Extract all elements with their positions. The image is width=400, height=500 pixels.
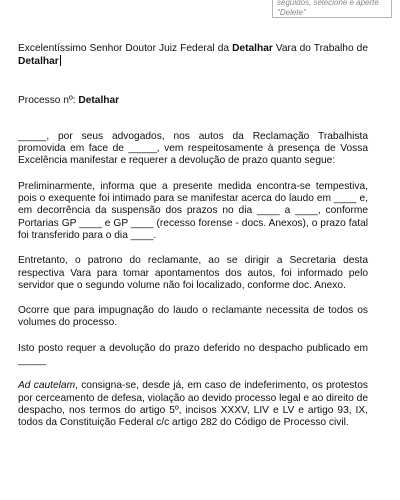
address-prefix: Excelentíssimo Senhor Doutor Juiz Federal da [18, 43, 233, 54]
address-field-vara[interactable]: Detalhar [232, 43, 273, 54]
process-number-paragraph [18, 95, 368, 107]
instruction-note-line1: seguidos, selecione e aperte [277, 0, 379, 7]
ad-cautelam-rest: , consigna-se, desde já, em caso de indeferimento, os protestos por cerceamento de defesa, violação ao devido processo legal e ao direito de despacho, nos termos do artigo 5º, incisos XXXV, LIV e LV e artigo 93, IX, todos da Constituição Federal c/c artigo 282 do Código de Processo civil. [18, 380, 368, 429]
entretanto-paragraph: Entretanto, o patrono do reclamante, ao se dirigir a Secretaria desta respectiva Vara para tomar apontamentos dos autos, foi informado pelo servidor que o segundo volume não foi localizado, conforme doc. Anexo. [18, 255, 368, 291]
text-cursor [60, 55, 61, 66]
instruction-note-line2: "Delete" [277, 8, 306, 17]
process-field[interactable]: Detalhar [78, 94, 120, 106]
address-mid: Vara do Trabalho de [272, 43, 368, 54]
instruction-note [272, 0, 392, 18]
petition-body[interactable] [18, 43, 368, 443]
ad-cautelam-italic: Ad cautelam [18, 380, 76, 392]
tempestividade-paragraph: Preliminarmente, informa que a presente medida encontra-se tempestiva, pois o exequente foi intimado para se manifestar acerca do laudo em ____ e, em decorrência da suspensão dos prazos no dia ____ a ____, conforme Portarias GP ____ e GP ____ (recesso forense - docs. Anexos), o prazo fatal foi transferido para o dia ____. [18, 180, 368, 241]
ad-cautelam-paragraph [18, 380, 368, 429]
address-paragraph [18, 43, 368, 69]
address-field-trabalho[interactable]: Detalhar [18, 56, 59, 68]
process-label: Processo nº: [18, 94, 79, 106]
intro-paragraph: _____, por seus advogados, nos autos da Reclamação Trabalhista promovida em face de _____, vem respeitosamente à presença de Vossa Excelência manifestar e requerer a devolução de prazo quanto segue: [18, 130, 368, 167]
requerimento-paragraph: Isto posto requer a devolução do prazo deferido no despacho publicado em _____ [18, 342, 368, 367]
ocorre-paragraph: Ocorre que para impugnação do laudo o reclamante necessita de todos os volumes do processo. [18, 305, 368, 329]
